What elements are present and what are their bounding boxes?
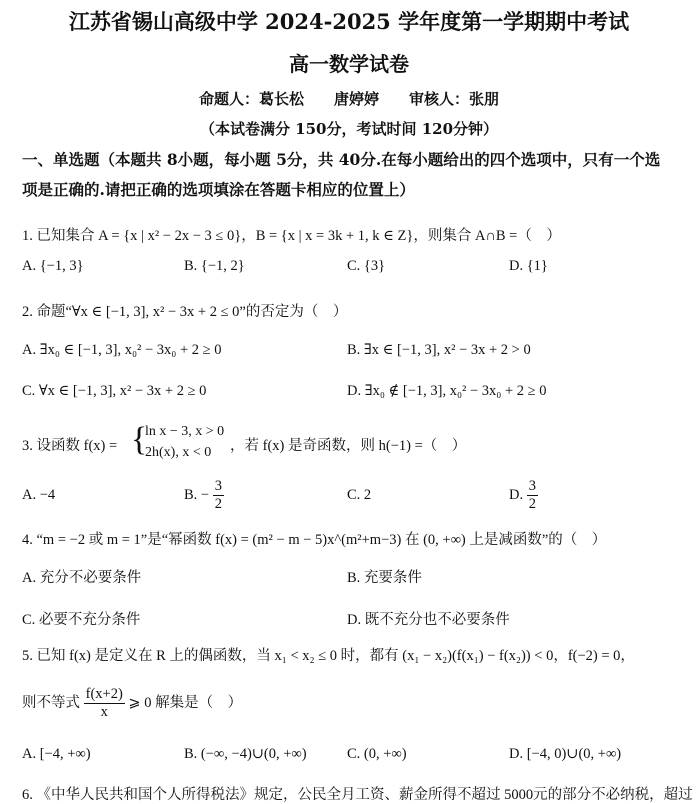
section-heading-line1: 一、单选题（本题共 8小题，每小题 5分，共 40分.在每小题给出的四个选项中，只有一个选	[22, 150, 661, 169]
question-5-stem2-suffix: ⩾ 0 解集是（ ）	[128, 694, 243, 711]
fraction-denominator: 2	[528, 496, 536, 512]
option-b-fraction	[213, 478, 224, 513]
fraction-numerator: 3	[214, 478, 222, 494]
question-5-stem2-prefix: 则不等式	[22, 694, 80, 711]
question-3-option-d	[509, 478, 538, 513]
section-heading-line2: 项是正确的.请把正确的选项填涂在答题卡相应的位置上）	[22, 180, 415, 199]
option-d-label: D.	[509, 486, 524, 503]
question-4-option-d: D. 既不充分也不必要条件	[347, 612, 510, 628]
school-title: 江苏省锡山高级中学 2024-2025 学年度第一学期期中考试	[68, 9, 630, 34]
question-4-option-c: C. 必要不充分条件	[22, 612, 141, 628]
piecewise-row-2: 2h(x), x < 0	[145, 445, 212, 460]
question-3-option-a: A. −4	[22, 487, 56, 503]
question-2-option-b: B. ∃x ∈ [−1, 3], x² − 3x + 2 > 0	[347, 342, 531, 358]
question-1-option-c: C. {3}	[347, 258, 386, 274]
question-2-option-a: A. ∃x₀ ∈ [−1, 3], x₀² − 3x₀ + 2 ≥ 0	[22, 342, 222, 358]
question-3-stem-prefix: 3. 设函数 f(x) =	[22, 438, 118, 454]
option-d-fraction	[527, 478, 538, 513]
question-2-stem: 2. 命题“∀x ∈ [−1, 3], x² − 3x + 2 ≤ 0”的否定为（ ）	[22, 304, 348, 320]
question-4-option-b: B. 充要条件	[347, 570, 422, 586]
question-5-option-c: C. (0, +∞)	[347, 746, 407, 762]
question-1-option-d: D. {1}	[509, 258, 548, 274]
question-5-stem-line2	[22, 686, 242, 721]
paper-title: 高一数学试卷	[289, 52, 409, 76]
question-2-option-d: D. ∃x₀ ∉ [−1, 3], x₀² − 3x₀ + 2 ≥ 0	[347, 383, 547, 399]
question-6-stem: 6. 《中华人民共和国个人所得税法》规定，公民全月工资、薪金所得不超过 5000元的部分不必纳税，超过	[22, 787, 693, 803]
question-5-option-a: A. [−4, +∞)	[22, 746, 91, 762]
option-b-label: B. −	[184, 486, 210, 503]
question-1-stem: 1. 已知集合 A = {x | x² − 2x − 3 ≤ 0}，B = {x | x = 3k + 1, k ∈ Z}，则集合 A∩B =（ ）	[22, 228, 561, 244]
question-3-stem-suffix: ，若 f(x) 是奇函数，则 h(−1) =（ ）	[230, 438, 467, 454]
exam-info: （本试卷满分 150分，考试时间 120分钟）	[199, 120, 499, 138]
question-2-option-c: C. ∀x ∈ [−1, 3], x² − 3x + 2 ≥ 0	[22, 383, 207, 399]
question-4-stem: 4. “m = −2 或 m = 1”是“幂函数 f(x) = (m² − m − 5)x^(m²+m−3) 在 (0, +∞) 上是减函数”的（ ）	[22, 532, 607, 548]
question-4-option-a: A. 充分不必要条件	[22, 570, 142, 586]
piecewise-brace: {	[131, 421, 148, 458]
question-5-option-d: D. [−4, 0)∪(0, +∞)	[509, 746, 622, 762]
question-5-option-b: B. (−∞, −4)∪(0, +∞)	[184, 746, 307, 762]
fraction-numerator: f(x+2)	[85, 686, 123, 702]
fraction-denominator: 2	[214, 496, 222, 512]
question-3-option-b	[184, 478, 224, 513]
fraction-numerator: 3	[528, 478, 536, 494]
question-1-option-b: B. {−1, 2}	[184, 258, 245, 274]
question-5-stem: 5. 已知 f(x) 是定义在 R 上的偶函数，当 x₁ < x₂ ≤ 0 时，都有 (x₁ − x₂)(f(x₁) − f(x₂)) < 0，f(−2) = 0，	[22, 648, 635, 664]
authors-line: 命题人：葛长松 唐婷婷 审核人：张朋	[198, 90, 499, 108]
question-1-option-a: A. {−1, 3}	[22, 258, 84, 274]
question-3-option-c: C. 2	[347, 487, 372, 503]
inequality-fraction	[84, 686, 125, 721]
fraction-denominator: x	[100, 704, 108, 720]
piecewise-row-1: ln x − 3, x > 0	[145, 424, 225, 439]
